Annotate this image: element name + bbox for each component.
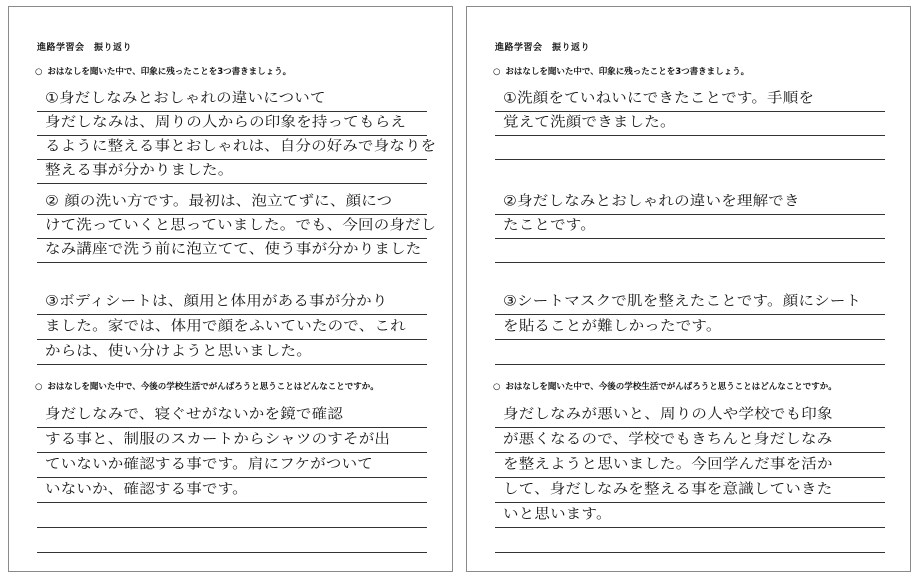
answer-1-3-line-3: からは、使い分けようと思いました。 xyxy=(45,342,312,360)
answer-1-1-line-1: ①洗顔をていねいにできたことです。手順を xyxy=(503,89,815,107)
answer-2-line-1: 身だしなみで、寝ぐせがないかを鏡で確認 xyxy=(45,405,343,423)
ruled-line xyxy=(495,214,885,215)
question-1 xyxy=(493,65,749,77)
ruled-line xyxy=(37,111,427,112)
answer-2-line-2: する事と、制服のスカートからシャツのすそが出 xyxy=(45,430,391,448)
answer-2-line-4: いないか、確認する事です。 xyxy=(45,480,248,498)
ruled-line xyxy=(495,314,885,315)
circle-bullet-icon: ○ xyxy=(35,382,43,392)
ruled-line xyxy=(37,159,427,160)
ruled-line xyxy=(495,452,885,453)
circle-bullet-icon: ○ xyxy=(493,382,501,392)
ruled-line xyxy=(495,552,885,553)
question-2-text: おはなしを聞いた中で、今後の学校生活でがんばろうと思うことはどんなことですか。 xyxy=(47,382,379,392)
answer-1-3-line-2: を貼ることが難しかったです。 xyxy=(503,317,722,335)
ruled-line xyxy=(37,314,427,315)
answer-2-line-2: が悪くなるので、学校でもきちんと身だしなみ xyxy=(503,430,833,448)
ruled-line xyxy=(37,552,427,553)
question-1-text: おはなしを聞いた中で、印象に残ったことを3つ書きましょう。 xyxy=(505,67,750,77)
answer-2-line-3: を整えようと思いました。今回学んだ事を活か xyxy=(503,455,833,473)
answer-1-3-line-1: ③ボディシートは、顔用と体用がある事が分かり xyxy=(45,292,388,310)
answer-1-3-line-1: ③シートマスクで肌を整えたことです。顔にシート xyxy=(503,292,862,310)
answer-1-3-line-2: ました。家では、体用で顔をふいていたので、これ xyxy=(45,317,406,335)
worksheet-right xyxy=(466,6,911,572)
ruled-line xyxy=(495,262,885,263)
ruled-line xyxy=(37,502,427,503)
answer-1-2-line-2: けて洗っていくと思っていました。でも、今回の身だし xyxy=(45,216,437,234)
worksheet-title: 進路学習会 振り返り xyxy=(37,43,133,53)
ruled-line xyxy=(495,502,885,503)
ruled-line xyxy=(495,159,885,160)
ruled-line xyxy=(37,477,427,478)
ruled-line xyxy=(495,427,885,428)
ruled-line xyxy=(495,135,885,136)
answer-1-2-line-1: ② 顔の洗い方です。最初は、泡立てずに、顔につ xyxy=(45,192,393,210)
ruled-line xyxy=(495,111,885,112)
ruled-line xyxy=(37,262,427,263)
ruled-line xyxy=(37,135,427,136)
question-1-text: おはなしを聞いた中で、印象に残ったことを3つ書きましょう。 xyxy=(47,67,292,77)
ruled-line xyxy=(495,339,885,340)
answer-1-1-line-2: 身だしなみは、周りの人からの印象を持ってもらえ xyxy=(45,113,407,131)
answer-1-2-line-3: なみ講座で洗う前に泡立てて、使う事が分かりました xyxy=(45,240,422,258)
answer-1-1-line-4: 整える事が分かりました。 xyxy=(45,161,234,179)
circle-bullet-icon: ○ xyxy=(35,67,43,77)
worksheet-title: 進路学習会 振り返り xyxy=(495,43,591,53)
answer-1-1-line-3: るように整える事とおしゃれは、自分の好みで身なりを xyxy=(45,137,437,155)
answer-1-1-line-1: ①身だしなみとおしゃれの違いについて xyxy=(45,89,326,107)
question-1 xyxy=(35,65,291,77)
question-2-text: おはなしを聞いた中で、今後の学校生活でがんばろうと思うことはどんなことですか。 xyxy=(505,382,837,392)
answer-2-line-3: ていないか確認する事です。肩にフケがついて xyxy=(45,455,373,473)
ruled-line xyxy=(37,527,427,528)
worksheet-left xyxy=(8,6,453,572)
ruled-line xyxy=(37,452,427,453)
circle-bullet-icon: ○ xyxy=(493,67,501,77)
ruled-line xyxy=(37,238,427,239)
ruled-line xyxy=(37,339,427,340)
ruled-line xyxy=(495,364,885,365)
ruled-line xyxy=(37,427,427,428)
answer-1-1-line-2: 覚えて洗顔できました。 xyxy=(503,113,676,131)
ruled-line xyxy=(37,214,427,215)
ruled-line xyxy=(495,477,885,478)
ruled-line xyxy=(495,238,885,239)
answer-2-line-5: いと思います。 xyxy=(503,505,612,523)
ruled-line xyxy=(37,364,427,365)
ruled-line xyxy=(495,527,885,528)
answer-2-line-4: して、身だしなみを整える事を意識していきた xyxy=(503,480,833,498)
question-2 xyxy=(493,380,837,392)
answer-1-2-line-2: たことです。 xyxy=(503,216,596,234)
answer-1-2-line-1: ②身だしなみとおしゃれの違いを理解でき xyxy=(503,192,800,210)
question-2 xyxy=(35,380,379,392)
ruled-line xyxy=(37,183,427,184)
answer-2-line-1: 身だしなみが悪いと、周りの人や学校でも印象 xyxy=(503,405,833,423)
